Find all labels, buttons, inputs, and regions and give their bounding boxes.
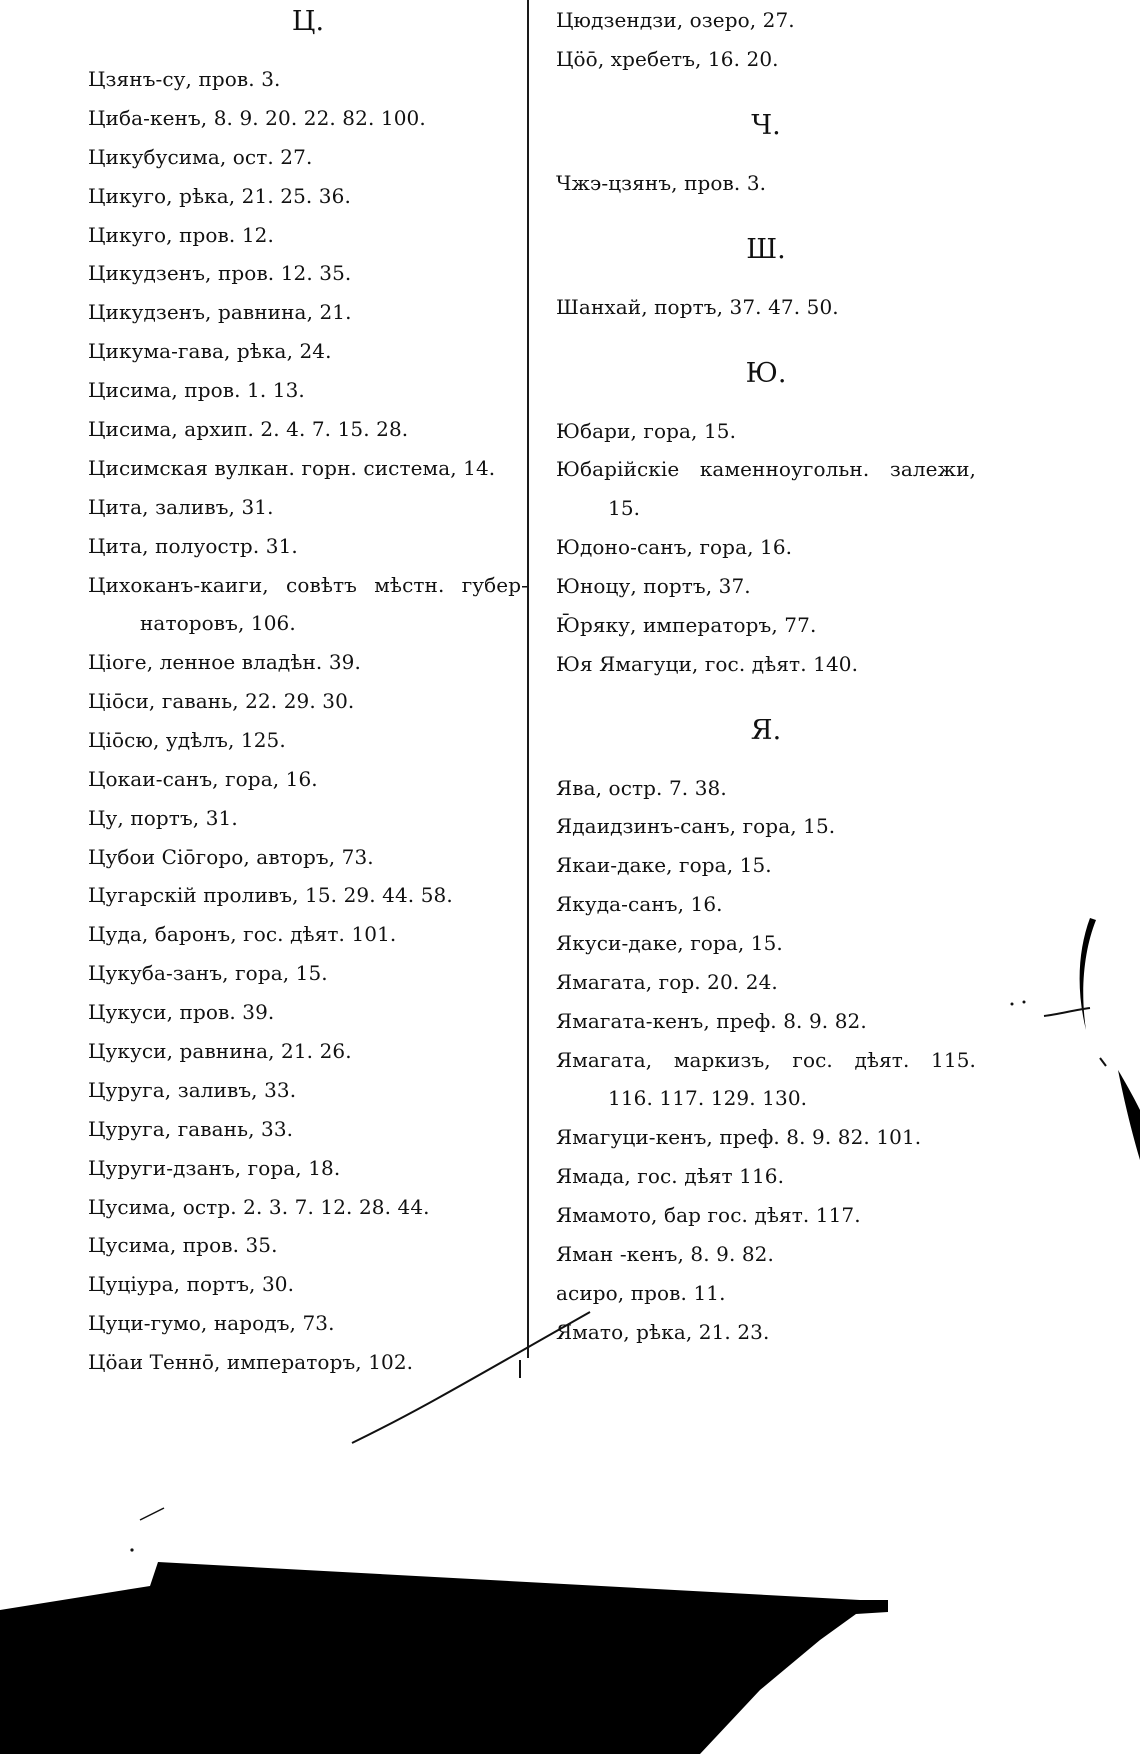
- index-entry: Ямагата, гор. 20. 24.: [556, 969, 778, 994]
- index-entry: Цихоканъ-каиги, совѣтъ мѣстн. губер- наторовъ, 106.: [88, 572, 528, 636]
- index-entry: Цукуси, пров. 39.: [88, 1000, 275, 1025]
- index-entry: Ціōсю, удѣлъ, 125.: [88, 727, 286, 752]
- index-entry: Цукуси, равнина, 21. 26.: [88, 1038, 352, 1063]
- index-entry: Ямато, рѣка, 21. 23.: [556, 1319, 770, 1344]
- index-entry: Юя Ямагуци, гос. дѣят. 140.: [556, 651, 859, 676]
- index-entry: Цисима, архип. 2. 4. 7. 15. 28.: [88, 417, 409, 442]
- section-letter-heading: Ч.: [751, 109, 781, 141]
- index-entry: Цу, портъ, 31.: [88, 805, 238, 830]
- index-entry: Якуда-санъ, 16.: [556, 892, 723, 917]
- index-entry: Цусима, остр. 2. 3. 7. 12. 28. 44.: [88, 1194, 430, 1219]
- index-entry: Цикубусима, ост. 27.: [88, 144, 313, 169]
- index-entry: Юдоно-санъ, гора, 16.: [556, 534, 793, 559]
- index-entry: Яман -кенъ, 8. 9. 82.: [556, 1241, 774, 1266]
- index-entry: Цисима, пров. 1. 13.: [88, 378, 305, 403]
- index-entry: Ява, остр. 7. 38.: [556, 775, 727, 800]
- index-entry: Цита, полуостр. 31.: [88, 533, 298, 558]
- index-entry: Цуруги-дзанъ, гора, 18.: [88, 1155, 341, 1180]
- index-entry: Ю̄ряку, императоръ, 77.: [556, 612, 817, 637]
- index-entry: Цукуба-занъ, гора, 15.: [88, 961, 328, 986]
- index-entry: Цӧаи Теннō, императоръ, 102.: [88, 1350, 414, 1375]
- index-entry: Якаи-даке, гора, 15.: [556, 853, 772, 878]
- index-entry: Юноцу, портъ, 37.: [556, 573, 751, 598]
- index-entry: Цикудзенъ, пров. 12. 35.: [88, 261, 352, 286]
- index-entry: Ямада, гос. дѣят 116.: [556, 1164, 785, 1189]
- index-entry: Цугарскій проливъ, 15. 29. 44. 58.: [88, 883, 453, 908]
- section-letter-heading: Ш.: [746, 233, 786, 265]
- index-entry: Ямагата, маркизъ, гос. дѣят. 115. 116. 117. 129. 130.: [556, 1047, 976, 1111]
- index-entry: Цуда, баронъ, гос. дѣят. 101.: [88, 922, 397, 947]
- index-entry: Цикуго, пров. 12.: [88, 222, 274, 247]
- section-letter-heading: Ц.: [291, 6, 325, 37]
- index-entry: Ядаидзинъ-санъ, гора, 15.: [556, 814, 836, 839]
- left-column: [88, 8, 528, 1389]
- section-letter-heading: Я.: [750, 714, 782, 746]
- index-entry: Ямамото, бар гос. дѣят. 117.: [556, 1203, 861, 1227]
- index-entry: Цӧō, хребетъ, 16. 20.: [556, 46, 779, 71]
- index-entry: Цубои Сіōгоро, авторъ, 73.: [88, 844, 374, 869]
- index-entry: Чжэ-цзянъ, пров. 3.: [556, 170, 767, 195]
- index-entry: Цуціура, портъ, 30.: [88, 1272, 295, 1297]
- index-entry: Якуси-даке, гора, 15.: [556, 931, 783, 956]
- right-column: [556, 8, 976, 1359]
- index-entry: Ціōси, гавань, 22. 29. 30.: [88, 688, 355, 713]
- index-entry: Юбарійскіе каменноугольн. залежи, 15.: [556, 457, 976, 521]
- index-entry: асиро, пров. 11.: [556, 1280, 726, 1305]
- index-entry: Циба-кенъ, 8. 9. 20. 22. 82. 100.: [88, 105, 426, 130]
- index-entry: Цзянъ-су, пров. 3.: [88, 67, 281, 91]
- index-entry: Цикуго, рѣка, 21. 25. 36.: [88, 183, 351, 208]
- index-entry: Ямагата-кенъ, преф. 8. 9. 82.: [556, 1008, 867, 1033]
- index-entry: Цисимская вулкан. горн. система, 14.: [88, 455, 496, 480]
- index-entry: Ціоге, ленное владѣн. 39.: [88, 650, 361, 675]
- index-entry: Цикудзенъ, равнина, 21.: [88, 300, 352, 325]
- index-entry: Ямагуци-кенъ, преф. 8. 9. 82. 101.: [556, 1125, 922, 1150]
- index-entry: Цюдзендзи, озеро, 27.: [556, 8, 795, 32]
- index-entry: Цита, заливъ, 31.: [88, 494, 274, 519]
- index-entry: Цикума-гава, рѣка, 24.: [88, 339, 332, 364]
- index-entry: Цуруга, заливъ, 33.: [88, 1077, 297, 1102]
- index-entry: Цусима, пров. 35.: [88, 1233, 278, 1258]
- index-entry: Юбари, гора, 15.: [556, 418, 737, 443]
- index-entry: Цокаи-санъ, гора, 16.: [88, 766, 318, 791]
- index-entry: Цуци-гумо, народъ, 73.: [88, 1311, 335, 1336]
- index-entry: Цуруга, гавань, 33.: [88, 1116, 294, 1141]
- index-entry: Шанхай, портъ, 37. 47. 50.: [556, 294, 839, 319]
- section-letter-heading: Ю.: [745, 357, 787, 389]
